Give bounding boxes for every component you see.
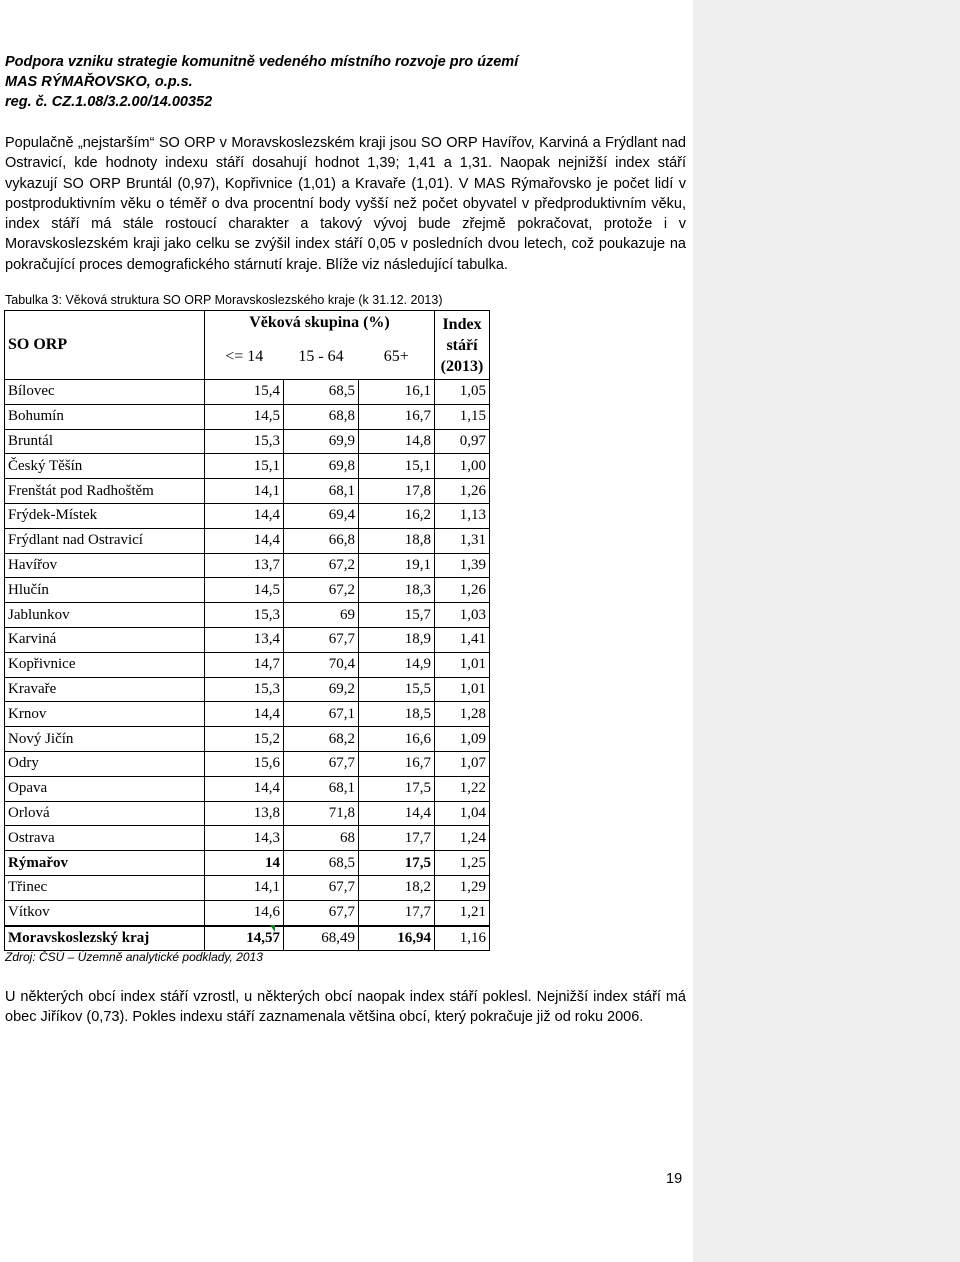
value-index: 1,03 [435, 603, 490, 628]
value-15-64: 67,7 [284, 900, 359, 925]
table-row [5, 578, 490, 603]
header-15-64: 15 - 64 [284, 335, 359, 380]
table-row [5, 627, 490, 652]
value-15-64: 68,1 [284, 479, 359, 504]
value-65-plus: 18,5 [359, 702, 435, 727]
table-row [5, 380, 490, 405]
value-15-64: 67,7 [284, 627, 359, 652]
table-row [5, 479, 490, 504]
table-row [5, 702, 490, 727]
value-15-64: 68,1 [284, 776, 359, 801]
value-65-plus: 17,7 [359, 900, 435, 925]
table-row [5, 503, 490, 528]
table-row [5, 776, 490, 801]
value-index: 1,21 [435, 900, 490, 925]
header-age-group: Věková skupina (%) [205, 311, 435, 336]
value-15-64: 68,5 [284, 380, 359, 405]
value-65-plus: 14,8 [359, 429, 435, 454]
orp-name: Jablunkov [5, 603, 205, 628]
orp-name: Nový Jičín [5, 727, 205, 752]
table-row [5, 528, 490, 553]
table-row [5, 429, 490, 454]
table-row [5, 826, 490, 851]
value-15-64: 69,8 [284, 454, 359, 479]
table-row [5, 900, 490, 925]
orp-name: Ostrava [5, 826, 205, 851]
table-row [5, 404, 490, 429]
header-index-line-2: stáří [446, 336, 478, 354]
paragraph-conclusion: U některých obcí index stáří vzrostl, u některých obcí naopak index stáří poklesl. Nejnižší index stáří má obec Jiříkov (0,73). Pokles indexu stáří zaznamenala většina obcí, který pokračuje již od roku 2006. [5, 989, 686, 1026]
value-65-plus: 17,5 [359, 776, 435, 801]
value-0-14: 14,5 [205, 578, 284, 603]
comment-margin [693, 0, 960, 1262]
orp-name: Kravaře [5, 677, 205, 702]
value-index: 1,00 [435, 454, 490, 479]
table-source-note: Zdroj: ČSÚ – Územně analytické podklady, 2013 [5, 950, 263, 964]
value-index: 0,97 [435, 429, 490, 454]
orp-name: Krnov [5, 702, 205, 727]
value-15-64: 68,49 [284, 926, 359, 951]
header-line-2: MAS RÝMAŘOVSKO, o.p.s. [5, 74, 193, 90]
value-index: 1,04 [435, 801, 490, 826]
page-number: 19 [666, 1171, 683, 1187]
value-65-plus: 15,1 [359, 454, 435, 479]
orp-name: Havířov [5, 553, 205, 578]
table-row-total [5, 926, 490, 951]
header-index-line-1: Index [442, 315, 482, 333]
value-0-14: 14,5 [205, 404, 284, 429]
value-0-14: 14,3 [205, 826, 284, 851]
orp-name: Opava [5, 776, 205, 801]
orp-name: Karviná [5, 627, 205, 652]
orp-name: Frýdlant nad Ostravicí [5, 528, 205, 553]
value-15-64: 69,4 [284, 503, 359, 528]
orp-name: Bruntál [5, 429, 205, 454]
header-0-14: <= 14 [205, 335, 284, 380]
value-index: 1,22 [435, 776, 490, 801]
value-index: 1,01 [435, 652, 490, 677]
document-header [5, 52, 685, 112]
value-index: 1,29 [435, 875, 490, 900]
value-index: 1,16 [435, 926, 490, 951]
value-65-plus: 18,2 [359, 875, 435, 900]
value-15-64: 68,5 [284, 851, 359, 876]
value-65-plus: 18,9 [359, 627, 435, 652]
value-0-14: 14,7 [205, 652, 284, 677]
value-0-14: 15,3 [205, 677, 284, 702]
value-15-64: 70,4 [284, 652, 359, 677]
header-line-1: Podpora vzniku strategie komunitně vedeného místního rozvoje pro území [5, 54, 519, 70]
value-65-plus: 16,94 [359, 926, 435, 951]
value-0-14: 15,2 [205, 727, 284, 752]
value-index: 1,41 [435, 627, 490, 652]
value-65-plus: 16,1 [359, 380, 435, 405]
value-15-64: 71,8 [284, 801, 359, 826]
value-15-64: 69 [284, 603, 359, 628]
table-row [5, 652, 490, 677]
value-15-64: 68,8 [284, 404, 359, 429]
value-15-64: 68,2 [284, 727, 359, 752]
value-65-plus: 17,8 [359, 479, 435, 504]
value-65-plus: 16,7 [359, 404, 435, 429]
value-0-14: 14,4 [205, 702, 284, 727]
orp-name: Český Těšín [5, 454, 205, 479]
value-65-plus: 16,7 [359, 751, 435, 776]
value-index: 1,24 [435, 826, 490, 851]
value-65-plus: 17,5 [359, 851, 435, 876]
orp-name: Bílovec [5, 380, 205, 405]
value-0-14: 14,1 [205, 875, 284, 900]
value-0-14: 14 [205, 851, 284, 876]
value-index: 1,25 [435, 851, 490, 876]
cell-comment-marker [270, 925, 275, 932]
value-0-14: 14,4 [205, 776, 284, 801]
value-65-plus: 15,5 [359, 677, 435, 702]
orp-name: Vítkov [5, 900, 205, 925]
value-0-14: 13,7 [205, 553, 284, 578]
value-0-14: 15,3 [205, 429, 284, 454]
orp-name: Rýmařov [5, 851, 205, 876]
table-row-highlight [5, 851, 490, 876]
age-structure-table [4, 310, 490, 951]
value-index: 1,39 [435, 553, 490, 578]
value-15-64: 67,1 [284, 702, 359, 727]
table-row [5, 603, 490, 628]
table-row [5, 751, 490, 776]
header-index-line-3: (2013) [440, 357, 484, 375]
paragraph-intro: Populačně „nejstarším“ SO ORP v Moravskoslezském kraji jsou SO ORP Havířov, Karviná a Frýdlant nad Ostravicí, kde hodnoty indexu stáří dosahují hodnot 1,39; 1,41 a 1,31. Naopak nejnižší index stáří vykazují SO ORP Bruntál (0,97), Kopřivnice (1,01) a Kravaře (1,01). V MAS Rýmařovsko je počet lidí v postproduktivním věku o téměř o dva procentní body vyšší než počet obyvatel v předproduktivním věku, index stáří má stále rostoucí charakter a takový vývoj bude zřejmě pokračovat, protože i v Moravskoslezském kraji jako celku se zvýšil index stáří 0,05 v posledních dvou letech, což poukazuje na pokračující proces demografického stárnutí kraje. Blíže viz následující tabulka. [5, 135, 686, 273]
orp-name: Třinec [5, 875, 205, 900]
value-index: 1,13 [435, 503, 490, 528]
value-15-64: 67,7 [284, 875, 359, 900]
orp-name: Bohumín [5, 404, 205, 429]
table-caption: Tabulka 3: Věková struktura SO ORP Moravskoslezského kraje (k 31.12. 2013) [5, 293, 443, 307]
orp-name: Kopřivnice [5, 652, 205, 677]
value-65-plus: 14,9 [359, 652, 435, 677]
value-0-14: 13,4 [205, 627, 284, 652]
value-0-14: 14,4 [205, 528, 284, 553]
value-15-64: 67,7 [284, 751, 359, 776]
value-0-14: 15,3 [205, 603, 284, 628]
value-65-plus: 14,4 [359, 801, 435, 826]
value-65-plus: 15,7 [359, 603, 435, 628]
value-index: 1,09 [435, 727, 490, 752]
value-15-64: 66,8 [284, 528, 359, 553]
value-0-14: 14,4 [205, 503, 284, 528]
value-65-plus: 16,6 [359, 727, 435, 752]
value-index: 1,01 [435, 677, 490, 702]
table-row [5, 454, 490, 479]
value-index: 1,07 [435, 751, 490, 776]
value-index: 1,26 [435, 479, 490, 504]
orp-name: Orlová [5, 801, 205, 826]
table-row [5, 727, 490, 752]
value-0-14: 14,6 [205, 900, 284, 925]
value-15-64: 67,2 [284, 553, 359, 578]
value-0-14: 14,1 [205, 479, 284, 504]
value-15-64: 69,9 [284, 429, 359, 454]
value-index: 1,05 [435, 380, 490, 405]
value-0-14: 15,6 [205, 751, 284, 776]
orp-name: Odry [5, 751, 205, 776]
table-row [5, 875, 490, 900]
value-65-plus: 18,8 [359, 528, 435, 553]
value-65-plus: 16,2 [359, 503, 435, 528]
value-0-14: 14,57 [205, 926, 284, 951]
value-15-64: 67,2 [284, 578, 359, 603]
orp-name: Moravskoslezský kraj [5, 926, 205, 951]
orp-name: Hlučín [5, 578, 205, 603]
header-so-orp: SO ORP [5, 311, 205, 380]
orp-name: Frýdek-Místek [5, 503, 205, 528]
value-15-64: 69,2 [284, 677, 359, 702]
value-index: 1,26 [435, 578, 490, 603]
header-65-plus: 65+ [359, 335, 435, 380]
value-index: 1,28 [435, 702, 490, 727]
value-index: 1,15 [435, 404, 490, 429]
value-15-64: 68 [284, 826, 359, 851]
table-row [5, 553, 490, 578]
table-row [5, 801, 490, 826]
orp-name: Frenštát pod Radhoštěm [5, 479, 205, 504]
value-0-14: 15,1 [205, 454, 284, 479]
header-line-3: reg. č. CZ.1.08/3.2.00/14.00352 [5, 94, 213, 110]
value-65-plus: 19,1 [359, 553, 435, 578]
header-index [435, 311, 490, 380]
table-row [5, 677, 490, 702]
value-65-plus: 18,3 [359, 578, 435, 603]
value-index: 1,31 [435, 528, 490, 553]
value-0-14: 13,8 [205, 801, 284, 826]
value-65-plus: 17,7 [359, 826, 435, 851]
value-0-14: 15,4 [205, 380, 284, 405]
